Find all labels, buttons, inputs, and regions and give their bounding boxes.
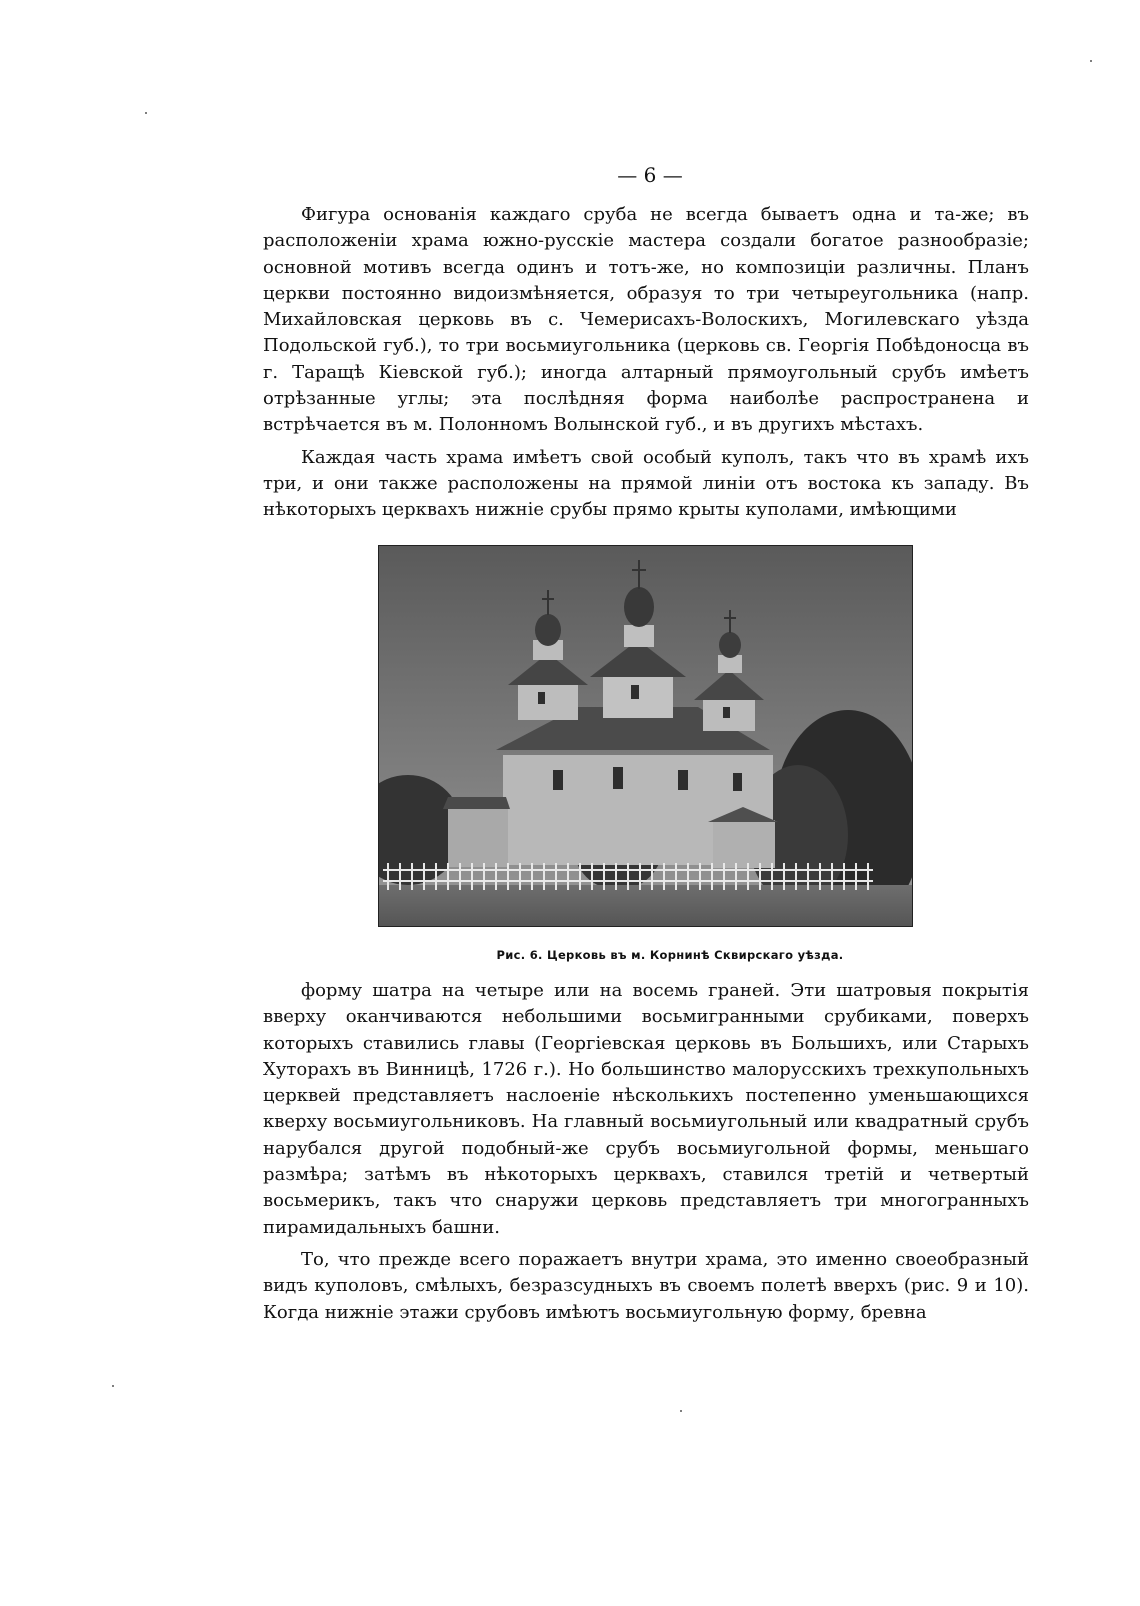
ground xyxy=(378,885,913,927)
scan-speck xyxy=(680,1410,682,1412)
page-number: — 6 — xyxy=(617,163,683,187)
scan-speck xyxy=(112,1385,114,1387)
paragraph: Каждая часть храма имѣетъ свой особый куполъ, такъ что въ храмѣ ихъ три, и они также расположены на прямой линіи отъ востока къ западу. Въ нѣкоторыхъ церквахъ нижніе срубы прямо крыты куполами, имѣющими xyxy=(263,446,1029,521)
text-block-top xyxy=(263,202,1029,530)
paragraph: Фигура основанія каждаго сруба не всегда бываетъ одна и та-же; въ расположеніи храма южно-русскіе мастера создали богатое разнообразіе; основной мотивъ всегда одинъ и тотъ-же, но композиціи различны. Планъ церкви постоянно видоизмѣняется, образуя то три четыреугольника (напр. Михайловская церковь въ с. Чемерисахъ-Волоскихъ, Могилевскаго уѣзда Подольской губ.), то три восьмиугольника (церковь св. Георгія Побѣдоносца въ г. Таращѣ Кіевской губ.); иногда алтарный прямоугольный срубъ имѣетъ отрѣзанные углы; эта послѣдняя форма наиболѣе распространена и встрѣчается въ м. Полонномъ Волынской губ., и въ другихъ мѣстахъ. xyxy=(263,204,1029,436)
church-photo xyxy=(378,545,913,927)
paragraph: форму шатра на четыре или на восемь граней. Эти шатровыя покрытія вверху оканчиваются небольшими восьмигранными срубиками, поверхъ которыхъ ставились главы (Георгіевская церковь въ Большихъ, или Старыхъ Хуторахъ въ Винницѣ, 1726 г.). Но большинство малорусскихъ трехкупольныхъ церквей представляетъ наслоеніе нѣсколькихъ постепенно уменьшающихся кверху восьмиугольниковъ. На главный восьмиугольный или квадратный срубъ нарубался другой подобный-же срубъ восьмиугольной формы, меньшаго размѣра; затѣмъ въ нѣкоторыхъ церквахъ, ставился третій и четвертый восьмерикъ, такъ что снаружи церковь представляетъ три многогранныхъ пирамидальныхъ башни. xyxy=(263,980,1029,1238)
scan-speck xyxy=(1090,60,1092,62)
scan-speck xyxy=(145,112,147,114)
figure-caption: Рис. 6. Церковь въ м. Корнинѣ Сквирскаго уѣзда. xyxy=(496,948,844,962)
paragraph: То, что прежде всего поражаетъ внутри храма, это именно своеобразный видъ куполовъ, смѣлыхъ, безразсудныхъ въ своемъ полетѣ вверхъ (рис. 9 и 10). Когда нижніе этажи срубовъ имѣютъ восьмиугольную форму, бревна xyxy=(263,1248,1029,1323)
text-block-bottom xyxy=(263,978,1029,1332)
